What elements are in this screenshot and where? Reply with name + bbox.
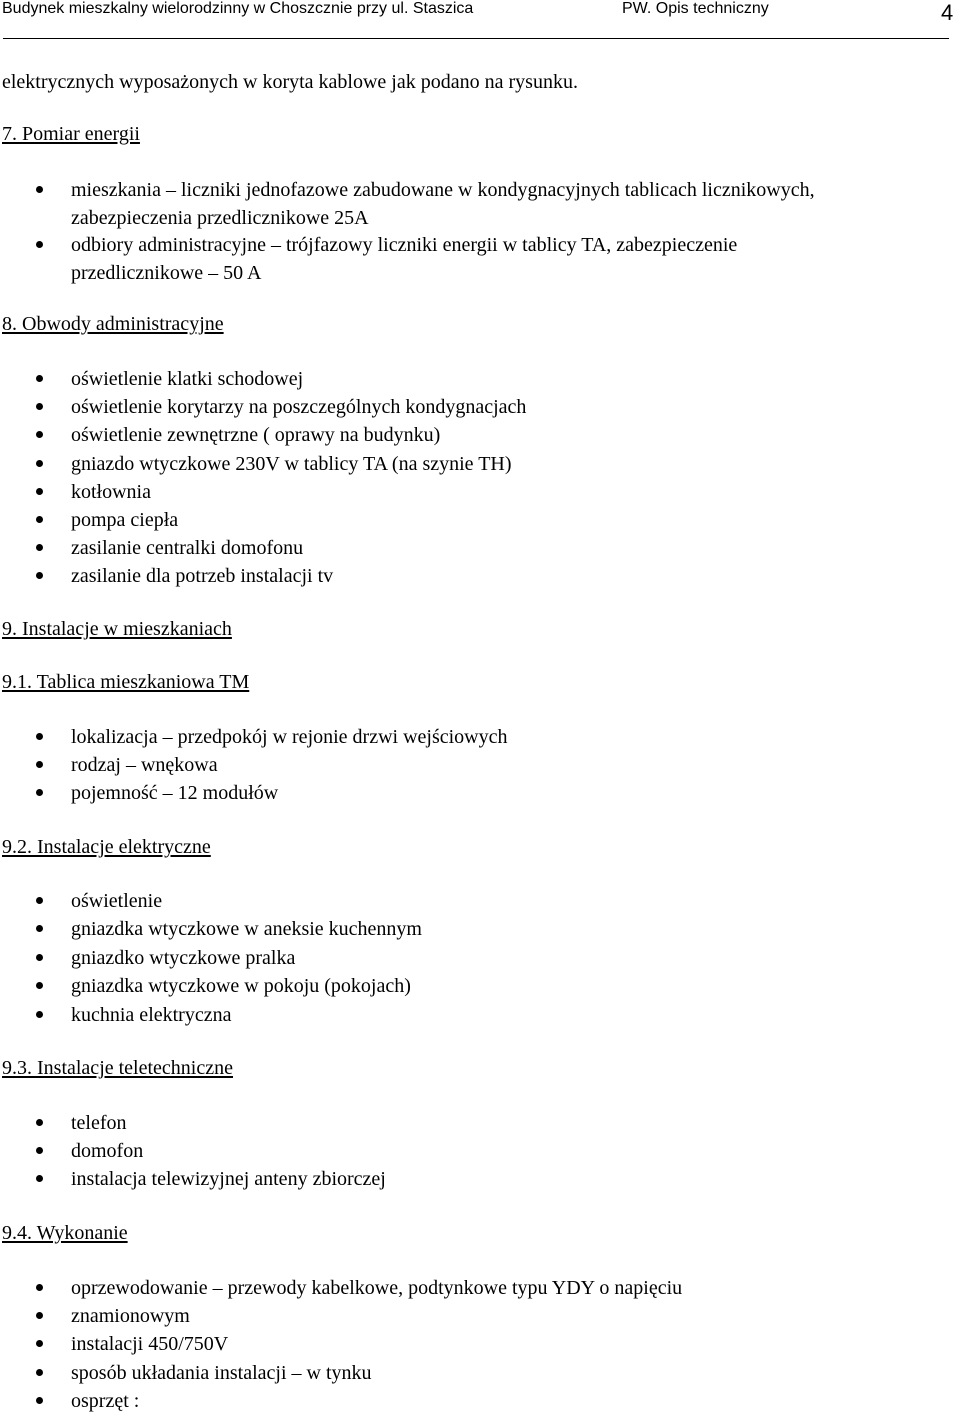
list-item-text: oświetlenie <box>71 890 163 912</box>
list-item <box>0 1003 940 1027</box>
list-item <box>0 536 940 560</box>
bullet-icon <box>36 431 43 438</box>
list-item <box>0 1276 940 1300</box>
page-number: 4 <box>941 0 954 25</box>
bullet-icon <box>36 1397 43 1404</box>
bullet-icon <box>36 954 43 961</box>
bullet-icon <box>36 761 43 768</box>
list-item-text: oświetlenie korytarzy na poszczególnych kondygnacjach <box>71 396 527 418</box>
bullet-icon <box>36 1119 43 1126</box>
section-9-4-heading: 9.4. Wykonanie <box>2 1222 128 1244</box>
bullet-icon <box>36 241 43 248</box>
list-item-text: rodzaj – wnękowa <box>71 754 218 776</box>
list-item <box>0 1111 940 1135</box>
bullet-icon <box>36 516 43 523</box>
list-item-text: osprzęt : <box>71 1390 140 1412</box>
list-item-text: odbiory administracyjne – trójfazowy liczniki energii w tablicy TA, zabezpieczenie <box>71 234 738 256</box>
list-item <box>0 452 940 476</box>
list-item-text: zasilanie centralki domofonu <box>71 537 304 559</box>
section-9-1-heading: 9.1. Tablica mieszkaniowa TM <box>2 671 250 693</box>
bullet-icon <box>36 403 43 410</box>
header-section-title: PW. Opis techniczny <box>622 0 769 17</box>
bullet-icon <box>36 1369 43 1376</box>
list-item-text: oprzewodowanie – przewody kabelkowe, podtynkowe typu YDY o napięciu <box>71 1277 683 1299</box>
intro-line: elektrycznych wyposażonych w koryta kablowe jak podano na rysunku. <box>2 71 578 93</box>
header-document-title: Budynek mieszkalny wielorodzinny w Choszcznie przy ul. Staszica <box>2 0 474 17</box>
list-item-text: gniazdo wtyczkowe 230V w tablicy TA (na szynie TH) <box>71 453 512 475</box>
list-item-text: znamionowym <box>71 1305 190 1327</box>
list-item-text: telefon <box>71 1112 127 1134</box>
list-item-text: oświetlenie klatki schodowej <box>71 368 304 390</box>
list-item-text: gniazdka wtyczkowe w pokoju (pokojach) <box>71 975 411 997</box>
list-item-text: kotłownia <box>71 481 151 503</box>
bullet-icon <box>36 1340 43 1347</box>
list-item <box>0 178 940 202</box>
bullet-icon <box>36 488 43 495</box>
list-item-text: oświetlenie zewnętrzne ( oprawy na budynku) <box>71 424 441 446</box>
list-item-text: gniazdka wtyczkowe w aneksie kuchennym <box>71 918 422 940</box>
list-item-text: pojemność – 12 modułów <box>71 782 279 804</box>
list-item-text: lokalizacja – przedpokój w rejonie drzwi wejściowych <box>71 726 508 748</box>
list-item <box>0 917 940 941</box>
section-8-heading: 8. Obwody administracyjne <box>2 313 224 335</box>
list-item <box>0 564 940 588</box>
list-item <box>0 725 940 749</box>
list-item-continuation: zabezpieczenia przedlicznikowe 25A <box>71 207 369 229</box>
bullet-icon <box>36 897 43 904</box>
list-item-text: instalacja telewizyjnej anteny zbiorczej <box>71 1168 386 1190</box>
section-9-2-heading: 9.2. Instalacje elektryczne <box>2 836 211 858</box>
bullet-icon <box>36 925 43 932</box>
bullet-icon <box>36 460 43 467</box>
bullet-icon <box>36 375 43 382</box>
list-item <box>0 233 940 257</box>
list-item-text: instalacji 450/750V <box>71 1333 229 1355</box>
list-item <box>0 1389 940 1413</box>
list-item <box>0 1361 940 1385</box>
list-item-text: sposób układania instalacji – w tynku <box>71 1362 372 1384</box>
bullet-icon <box>36 1175 43 1182</box>
bullet-icon <box>36 1312 43 1319</box>
section-9-heading: 9. Instalacje w mieszkaniach <box>2 618 232 640</box>
bullet-icon <box>36 789 43 796</box>
bullet-icon <box>36 982 43 989</box>
list-item <box>0 889 940 913</box>
list-item-text: pompa ciepła <box>71 509 179 531</box>
list-item <box>0 1304 940 1328</box>
list-item <box>0 1139 940 1163</box>
list-item-text: gniazdko wtyczkowe pralka <box>71 947 296 969</box>
bullet-icon <box>36 1147 43 1154</box>
list-item <box>0 367 940 391</box>
section-9-3-heading: 9.3. Instalacje teletechniczne <box>2 1057 233 1079</box>
header-divider <box>3 38 949 39</box>
bullet-icon <box>36 1284 43 1291</box>
list-item <box>0 508 940 532</box>
list-item-text: zasilanie dla potrzeb instalacji tv <box>71 565 334 587</box>
bullet-icon <box>36 733 43 740</box>
list-item <box>0 480 940 504</box>
list-item-continuation: przedlicznikowe – 50 A <box>71 262 262 284</box>
bullet-icon <box>36 544 43 551</box>
list-item <box>0 781 940 805</box>
list-item <box>0 753 940 777</box>
list-item <box>0 946 940 970</box>
bullet-icon <box>36 186 43 193</box>
list-item <box>0 1332 940 1356</box>
list-item <box>0 423 940 447</box>
section-7-heading: 7. Pomiar energii <box>2 123 140 145</box>
list-item <box>0 1167 940 1191</box>
list-item <box>0 974 940 998</box>
bullet-icon <box>36 1011 43 1018</box>
bullet-icon <box>36 572 43 579</box>
list-item-text: mieszkania – liczniki jednofazowe zabudowane w kondygnacyjnych tablicach licznikowych, <box>71 179 815 201</box>
list-item-text: domofon <box>71 1140 144 1162</box>
list-item-text: kuchnia elektryczna <box>71 1004 232 1026</box>
list-item <box>0 395 940 419</box>
